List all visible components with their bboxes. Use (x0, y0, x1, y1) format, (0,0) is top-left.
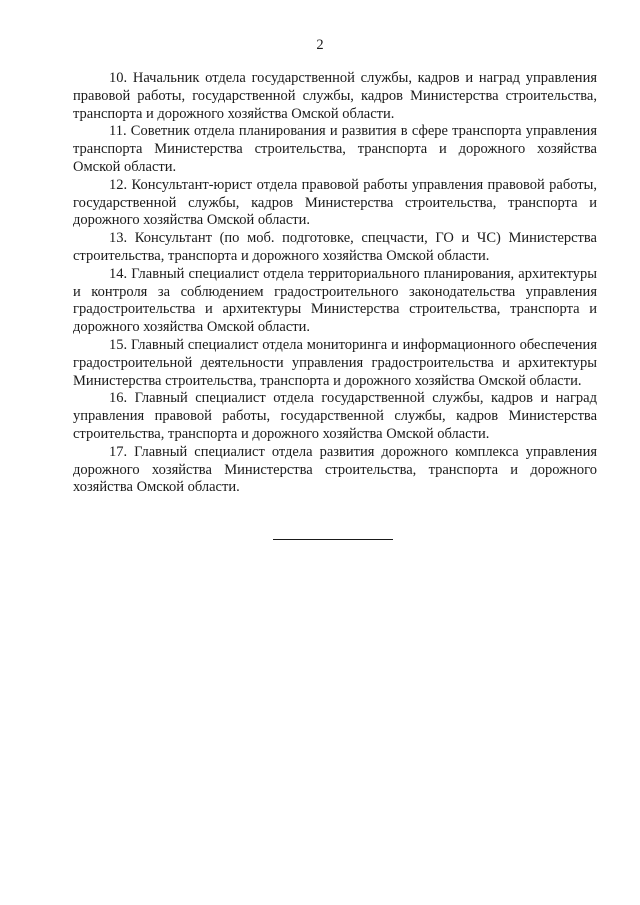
list-item-10: 10. Начальник отдела государственной службы, кадров и наград управления правовой работы, государственной службы, кадров Министерства строительства, транспорта и дорожного хозяйства Омской области. (73, 70, 597, 122)
closing-separator-line (273, 539, 393, 540)
list-item-16: 16. Главный специалист отдела государственной службы, кадров и наград управления правовой работы, государственной службы, кадров Министерства строительства, транспорта и дорожного хозяйства Омской области. (73, 390, 597, 442)
list-item-17: 17. Главный специалист отдела развития дорожного комплекса управления дорожного хозяйства Министерства строительства, транспорта и дорожного хозяйства Омской области. (73, 443, 597, 496)
list-item-11: 11. Советник отдела планирования и развития в сфере транспорта управления транспорта Министерства строительства, транспорта и дорожного хозяйства Омской области. (73, 123, 597, 175)
list-item-14: 14. Главный специалист отдела территориального планирования, архитектуры и контроля за соблюдением градостроительного законодательства управления градостроительства и архитектуры Министерства строительства, транспорта и дорожного хозяйства Омской области. (73, 265, 597, 336)
list-item-15: 15. Главный специалист отдела мониторинга и информационного обеспечения градостроительной деятельности управления градостроительства и архитектуры Министерства строительства, транспорта и дорожного хозяйства Омской области. (73, 336, 597, 389)
page-number: 2 (316, 37, 324, 53)
list-item-13: 13. Консультант (по моб. подготовке, спецчасти, ГО и ЧС) Министерства строительства, транспорта и дорожного хозяйства Омской области. (73, 230, 597, 264)
document-body (73, 70, 597, 497)
list-item-12: 12. Консультант-юрист отдела правовой работы управления правовой работы, государственной службы, кадров Министерства строительства, транспорта и дорожного хозяйства Омской области. (73, 176, 597, 229)
